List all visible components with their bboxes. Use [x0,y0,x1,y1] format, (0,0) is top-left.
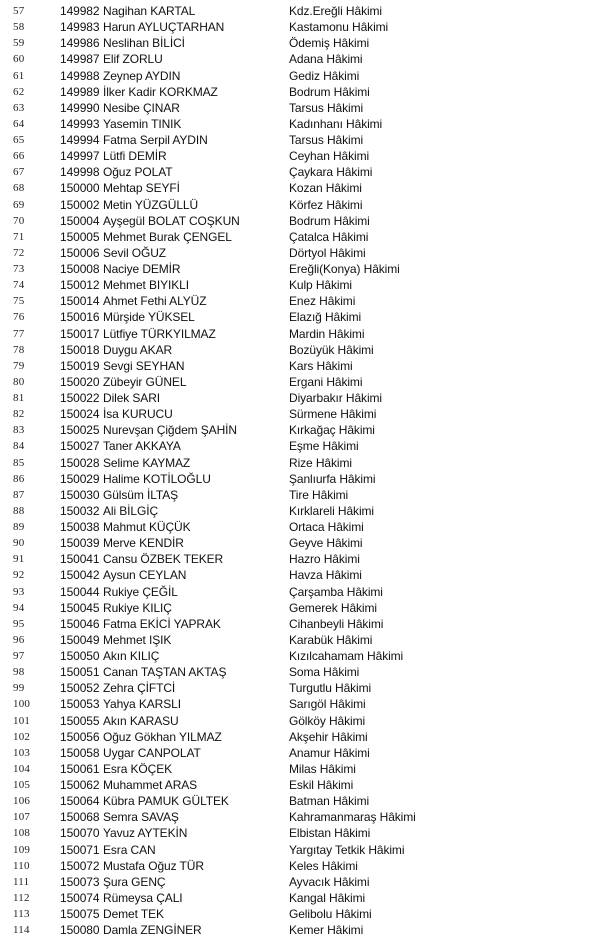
registry-number: 150053 [60,697,100,712]
row-number: 66 [13,150,25,163]
list-row [0,922,600,938]
judge-name: Nurevşan Çiğdem ŞAHİN [103,423,237,438]
registry-number: 150072 [60,858,100,873]
court-assignment: Çatalca Hâkimi [289,229,369,244]
list-row [0,35,600,51]
court-assignment: Mardin Hâkimi [289,326,365,341]
list-row [0,293,600,309]
registry-number: 149998 [60,165,100,180]
court-assignment: Hazro Hâkimi [289,552,360,567]
row-number: 90 [13,537,25,550]
list-row [0,777,600,793]
court-assignment: Cihanbeyli Hâkimi [289,616,384,631]
court-assignment: Ayvacık Hâkimi [289,874,370,889]
list-row [0,406,600,422]
judge-name: Elif ZORLU [103,52,163,67]
list-row [0,390,600,406]
row-number: 74 [13,279,25,292]
registry-number: 150029 [60,471,100,486]
list-row [0,680,600,696]
row-number: 106 [13,795,31,808]
registry-number: 150075 [60,907,100,921]
list-row [0,197,600,213]
judge-name: Rukiye KILIÇ [103,600,172,615]
registry-number: 149997 [60,149,100,164]
list-row [0,696,600,712]
row-number: 95 [13,617,25,630]
court-assignment: Adana Hâkimi [289,52,363,67]
court-assignment: Kdz.Ereğli Hâkimi [289,4,382,18]
judge-name: Mehmet IŞIK [103,632,172,647]
judge-name: Mahmut KÜÇÜK [103,520,191,534]
judge-name: Akın KILIÇ [103,649,160,663]
list-row [0,487,600,503]
list-row [0,600,600,616]
list-row [0,245,600,261]
registry-number: 150061 [60,761,100,776]
judge-name: Nagihan KARTAL [103,4,196,18]
court-assignment: Eşme Hâkimi [289,439,359,454]
court-assignment: Milas Hâkimi [289,761,356,776]
row-number: 105 [13,779,31,791]
court-assignment: Eskil Hâkimi [289,778,354,792]
judge-name: Neslihan BİLİCİ [103,36,185,51]
row-number: 64 [13,117,25,130]
row-number: 114 [13,924,30,937]
court-assignment: Ceyhan Hâkimi [289,149,370,164]
court-assignment: Soma Hâkimi [289,665,360,680]
registry-number: 150080 [60,923,100,938]
judge-name: Mürşide YÜKSEL [103,310,195,325]
row-number: 70 [13,214,25,227]
row-number: 109 [13,843,31,856]
registry-number: 150046 [60,616,100,631]
registry-number: 150050 [60,649,100,663]
registry-number: 149983 [60,20,100,35]
list-row [0,261,600,277]
row-number: 87 [13,488,25,501]
court-assignment: Akşehir Hâkimi [289,729,368,744]
list-row [0,309,600,325]
court-assignment: Anamur Hâkimi [289,745,370,760]
list-row [0,164,600,180]
list-row [0,793,600,809]
row-number: 79 [13,359,25,372]
list-row [0,761,600,777]
row-number: 71 [13,230,25,243]
judge-name: Mehmet Burak ÇENGEL [103,229,232,244]
list-row [0,729,600,745]
list-row [0,906,600,922]
court-assignment: Kulp Hâkimi [289,278,352,293]
court-assignment: Kangal Hâkimi [289,890,366,905]
registry-number: 149990 [60,100,100,115]
court-assignment: Batman Hâkimi [289,794,370,809]
registry-number: 150073 [60,874,100,889]
row-number: 86 [13,472,25,485]
list-row [0,438,600,454]
registry-number: 150018 [60,342,100,357]
judge-name: Fatma Serpil AYDIN [103,133,208,147]
row-number: 59 [13,37,25,50]
list-row [0,842,600,858]
list-row [0,874,600,890]
row-number: 84 [13,440,25,453]
list-row [0,100,600,116]
judge-name: Zübeyir GÜNEL [103,374,187,389]
court-assignment: Enez Hâkimi [289,294,356,309]
registry-number: 150006 [60,245,100,260]
registry-number: 149986 [60,36,100,51]
row-number: 96 [13,633,25,646]
list-row [0,358,600,374]
court-assignment: Gelibolu Hâkimi [289,907,372,921]
registry-number: 149987 [60,52,100,67]
registry-number: 150071 [60,842,100,857]
court-assignment: Elazığ Hâkimi [289,310,362,325]
judge-name: Esra CAN [103,842,156,857]
judge-name: Oğuz Gökhan YILMAZ [103,729,222,744]
judge-name: Rümeysa ÇALI [103,890,183,905]
court-assignment: Ereğli(Konya) Hâkimi [289,262,400,276]
registry-number: 150055 [60,713,100,728]
court-assignment: Kemer Hâkimi [289,923,364,938]
row-number: 92 [13,569,25,582]
row-number: 69 [13,198,25,211]
row-number: 72 [13,246,25,259]
list-row [0,745,600,761]
list-row [0,455,600,471]
row-number: 62 [13,85,25,98]
judge-name: Sevgi SEYHAN [103,358,185,373]
court-assignment: Körfez Hâkimi [289,197,363,212]
judge-name: Damla ZENGİNER [103,923,202,938]
row-number: 112 [13,891,30,904]
row-number: 61 [13,69,25,82]
court-assignment: Kadınhanı Hâkimi [289,116,383,131]
list-row [0,213,600,229]
list-row [0,68,600,84]
list-row [0,19,600,35]
registry-number: 150064 [60,794,100,809]
judge-name: Mehtap SEYFİ [103,181,180,196]
registry-number: 150070 [60,826,100,841]
judge-name: Taner AKKAYA [103,439,181,454]
registry-number: 150051 [60,665,100,680]
judge-name: Akın KARASU [103,713,179,728]
list-row [0,148,600,164]
judge-name: Yasemin TINIK [103,116,182,131]
row-number: 83 [13,424,25,437]
registry-number: 149994 [60,133,100,147]
judge-name: Dilek SARI [103,391,161,405]
court-assignment: Diyarbakır Hâkimi [289,391,382,405]
judge-name: Ahmet Fethi ALYÜZ [103,294,207,309]
court-assignment: Kızılcahamam Hâkimi [289,649,404,663]
row-number: 67 [13,166,25,179]
row-number: 85 [13,456,25,469]
court-assignment: Kırklareli Hâkimi [289,503,374,518]
judge-name: Ayşegül BOLAT COŞKUN [103,213,240,228]
appointment-list [0,3,600,938]
judge-name: Oğuz POLAT [103,165,173,180]
registry-number: 150056 [60,729,100,744]
registry-number: 149993 [60,116,100,131]
registry-number: 150022 [60,391,100,405]
court-assignment: Gemerek Hâkimi [289,600,377,615]
row-number: 93 [13,585,25,598]
judge-name: Zehra ÇİFTCİ [103,681,176,696]
registry-number: 150032 [60,503,100,518]
judge-name: Lütfiye TÜRKYILMAZ [103,326,216,341]
court-assignment: Kahramanmaraş Hâkimi [289,810,416,825]
judge-name: Yahya KARSLI [103,697,181,712]
list-row [0,374,600,390]
registry-number: 149988 [60,68,100,83]
court-assignment: Kars Hâkimi [289,358,353,373]
judge-name: Naciye DEMİR [103,262,181,276]
judge-name: İsa KURUCU [103,407,173,422]
registry-number: 150008 [60,262,100,276]
judge-name: Canan TAŞTAN AKTAŞ [103,665,227,680]
judge-name: Duygu AKAR [103,342,173,357]
court-assignment: Kırkağaç Hâkimi [289,423,375,438]
court-assignment: Rize Hâkimi [289,455,352,470]
row-number: 58 [13,21,25,34]
row-number: 94 [13,601,25,614]
registry-number: 150025 [60,423,100,438]
court-assignment: Gölköy Hâkimi [289,713,366,728]
row-number: 110 [13,859,30,872]
court-assignment: Kastamonu Hâkimi [289,20,389,35]
list-row [0,664,600,680]
list-row [0,858,600,874]
registry-number: 150074 [60,890,100,905]
judge-name: Demet TEK [103,907,164,921]
list-row [0,535,600,551]
registry-number: 150000 [60,181,100,196]
court-assignment: Çaykara Hâkimi [289,165,373,180]
row-number: 88 [13,504,25,517]
registry-number: 150052 [60,681,100,696]
list-row [0,342,600,358]
list-row [0,116,600,132]
row-number: 102 [13,730,31,743]
court-assignment: Bodrum Hâkimi [289,213,370,228]
judge-name: Ali BİLGİÇ [103,503,159,518]
court-assignment: Sürmene Hâkimi [289,407,377,422]
judge-name: Sevil OĞUZ [103,245,167,260]
list-row [0,584,600,600]
court-assignment: Tire Hâkimi [289,487,349,502]
judge-name: Semra SAVAŞ [103,810,179,825]
list-row [0,503,600,519]
row-number: 63 [13,101,25,114]
court-assignment: Ergani Hâkimi [289,374,363,389]
row-number: 77 [13,327,25,340]
judge-name: Mustafa Oğuz TÜR [103,858,204,873]
registry-number: 149982 [60,4,100,18]
judge-name: Muhammet ARAS [103,778,198,792]
court-assignment: Tarsus Hâkimi [289,133,364,147]
registry-number: 150062 [60,778,100,792]
list-row [0,326,600,342]
row-number: 89 [13,521,25,533]
row-number: 104 [13,762,31,775]
row-number: 76 [13,311,25,324]
registry-number: 150027 [60,439,100,454]
registry-number: 150019 [60,358,100,373]
judge-name: İlker Kadir KORKMAZ [103,84,218,99]
judge-name: Rukiye ÇEĞİL [103,584,178,599]
list-row [0,180,600,196]
registry-number: 150038 [60,520,100,534]
judge-name: Yavuz AYTEKİN [103,826,188,841]
court-assignment: Bozüyük Hâkimi [289,342,374,357]
row-number: 97 [13,650,25,662]
list-row [0,713,600,729]
court-assignment: Şanlıurfa Hâkimi [289,471,376,486]
list-row [0,3,600,19]
registry-number: 150004 [60,213,100,228]
registry-number: 149989 [60,84,100,99]
registry-number: 150024 [60,407,100,422]
registry-number: 150068 [60,810,100,825]
court-assignment: Elbistan Hâkimi [289,826,371,841]
row-number: 91 [13,553,25,566]
registry-number: 150017 [60,326,100,341]
registry-number: 150005 [60,229,100,244]
list-row [0,648,600,664]
list-row [0,616,600,632]
judge-name: Nesibe ÇINAR [103,100,180,115]
court-assignment: Havza Hâkimi [289,568,362,583]
registry-number: 150049 [60,632,100,647]
row-number: 57 [13,5,25,17]
judge-name: Cansu ÖZBEK TEKER [103,552,224,567]
row-number: 99 [13,682,25,695]
row-number: 78 [13,343,25,356]
registry-number: 150039 [60,536,100,551]
registry-number: 150028 [60,455,100,470]
row-number: 100 [13,698,31,711]
registry-number: 150012 [60,278,100,293]
row-number: 75 [13,295,25,308]
row-number: 98 [13,666,25,679]
registry-number: 150002 [60,197,100,212]
row-number: 113 [13,908,30,920]
registry-number: 150044 [60,584,100,599]
row-number: 82 [13,408,25,421]
judge-name: Merve KENDİR [103,536,184,551]
list-row [0,809,600,825]
court-assignment: Geyve Hâkimi [289,536,363,551]
court-assignment: Ödemiş Hâkimi [289,36,370,51]
court-assignment: Karabük Hâkimi [289,632,373,647]
court-assignment: Gediz Hâkimi [289,68,360,83]
row-number: 68 [13,182,25,195]
list-row [0,84,600,100]
list-row [0,551,600,567]
row-number: 60 [13,53,25,66]
row-number: 108 [13,827,31,840]
court-assignment: Sarıgöl Hâkimi [289,697,366,712]
row-number: 107 [13,811,31,824]
row-number: 65 [13,134,25,146]
list-row [0,51,600,67]
judge-name: Uygar CANPOLAT [103,745,201,760]
list-row [0,422,600,438]
row-number: 101 [13,714,31,727]
judge-name: Zeynep AYDIN [103,68,181,83]
court-assignment: Ortaca Hâkimi [289,520,364,534]
court-assignment: Çarşamba Hâkimi [289,584,383,599]
row-number: 73 [13,263,25,275]
row-number: 111 [13,875,30,888]
court-assignment: Turgutlu Hâkimi [289,681,372,696]
list-row [0,277,600,293]
judge-name: Harun AYLUÇTARHAN [103,20,225,35]
registry-number: 150020 [60,374,100,389]
list-row [0,471,600,487]
court-assignment: Bodrum Hâkimi [289,84,370,99]
list-row [0,132,600,148]
list-row [0,519,600,535]
registry-number: 150042 [60,568,100,583]
judge-name: Halime KOTİLOĞLU [103,471,211,486]
registry-number: 150016 [60,310,100,325]
registry-number: 150041 [60,552,100,567]
judge-name: Metin YÜZGÜLLÜ [103,197,199,212]
court-assignment: Yargıtay Tetkik Hâkimi [289,842,405,857]
list-row [0,825,600,841]
list-row [0,229,600,245]
row-number: 81 [13,392,25,404]
judge-name: Mehmet BIYIKLI [103,278,189,293]
row-number: 80 [13,375,25,388]
judge-name: Selime KAYMAZ [103,455,191,470]
judge-name: Şura GENÇ [103,874,166,889]
judge-name: Lütfi DEMİR [103,149,167,164]
list-row [0,632,600,648]
judge-name: Kübra PAMUK GÜLTEK [103,794,229,809]
judge-name: Aysun CEYLAN [103,568,187,583]
judge-name: Esra KÖÇEK [103,761,173,776]
registry-number: 150045 [60,600,100,615]
list-row [0,567,600,583]
registry-number: 150058 [60,745,100,760]
row-number: 103 [13,746,31,759]
list-row [0,890,600,906]
judge-name: Gülsüm İLTAŞ [103,487,179,502]
court-assignment: Kozan Hâkimi [289,181,362,196]
court-assignment: Tarsus Hâkimi [289,100,364,115]
court-assignment: Dörtyol Hâkimi [289,245,366,260]
registry-number: 150030 [60,487,100,502]
registry-number: 150014 [60,294,100,309]
judge-name: Fatma EKİCİ YAPRAK [103,616,221,631]
court-assignment: Keles Hâkimi [289,858,358,873]
